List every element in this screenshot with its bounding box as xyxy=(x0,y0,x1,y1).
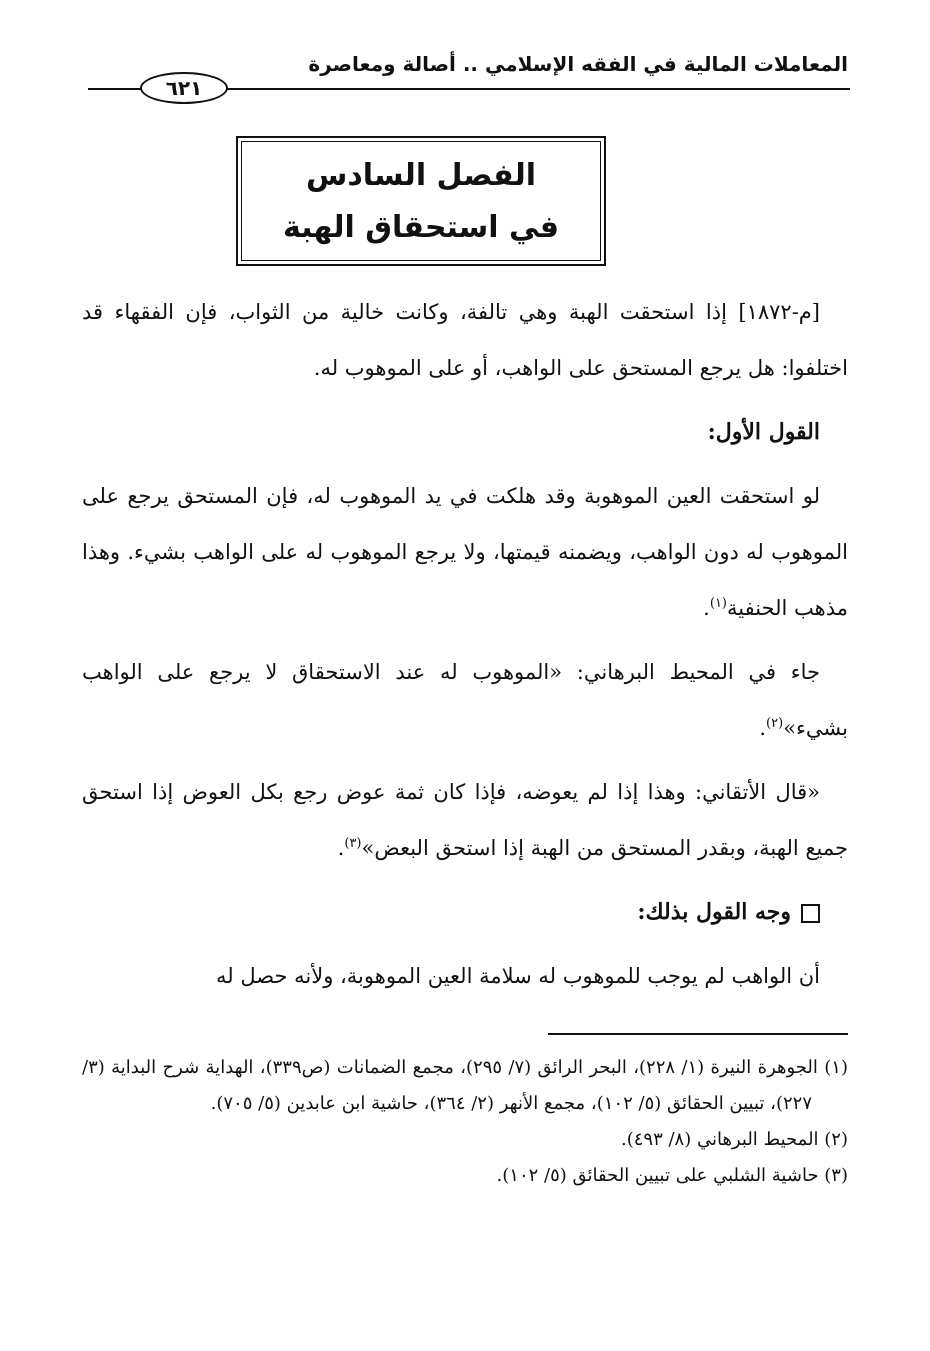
paragraph-quote-muhit xyxy=(82,644,848,756)
footnote-1: (١) الجوهرة النيرة (١/ ٢٢٨)، البحر الرائق (٧/ ٢٩٥)، مجمع الضمانات (ص٣٣٩)، الهداية شرح البداية (٣/ ٢٢٧)، تبيين الحقائق (٥/ ١٠٢)، مجمع الأنهر (٢/ ٣٦٤)، حاشية ابن عابدين (٥/ ٧٠٥). xyxy=(82,1057,848,1114)
running-header: المعاملات المالية في الفقه الإسلامي .. أصالة ومعاصرة xyxy=(308,52,848,76)
section-heading-rationale xyxy=(82,884,848,940)
paragraph-rationale-text: أن الواهب لم يوجب للموهوب له سلامة العين الموهوبة، ولأنه حصل له xyxy=(216,964,820,988)
footnote-2: (٢) المحيط البرهاني (٨/ ٤٩٣). xyxy=(620,1129,848,1150)
paragraph-quote-atqani xyxy=(82,764,848,876)
footnote-separator xyxy=(548,1033,848,1035)
paragraph-rationale xyxy=(82,948,848,1004)
paragraph-intro xyxy=(82,284,848,396)
footnote-ref-2[interactable]: (٢) xyxy=(766,716,784,731)
chapter-title: الفصل السادس xyxy=(305,158,537,193)
paragraph-first-opinion xyxy=(82,468,848,636)
footnote-ref-1[interactable]: (١) xyxy=(709,596,727,611)
page-number: ٦٢١ xyxy=(140,72,228,104)
paragraph-end-mark: . xyxy=(759,716,767,740)
footnote-3: (٣) حاشية الشلبي على تبيين الحقائق (٥/ ١٠٢). xyxy=(496,1165,848,1186)
footnote-ref-3[interactable]: (٣) xyxy=(344,836,362,851)
paragraph-quote-muhit-text: جاء في المحيط البرهاني: «الموهوب له عند الاستحقاق لا يرجع على الواهب بشيء» xyxy=(82,660,848,740)
paragraph-quote-atqani-text: «قال الأتقاني: وهذا إذا لم يعوضه، فإذا كان ثمة عوض رجع بكل العوض إذا استحق جميع الهبة، وبقدر المستحق من الهبة إذا استحق البعض» xyxy=(82,780,848,860)
square-outline-icon xyxy=(801,904,820,923)
footnotes xyxy=(82,1050,848,1194)
section-heading-first-opinion: القول الأول: xyxy=(707,419,820,445)
paragraph-first-opinion-text: لو استحقت العين الموهوبة وقد هلكت في يد الموهوب له، فإن المستحق يرجع على الموهوب له دون الواهب، ويضمنه قيمتها، ولا يرجع الموهوب له على الواهب بشيء. وهذا مذهب الحنفية xyxy=(82,484,848,620)
chapter-title-box xyxy=(236,136,606,266)
section-heading-rationale-text: وجه القول بذلك: xyxy=(637,899,791,925)
paragraph-end-mark: . xyxy=(703,596,710,620)
main-text xyxy=(82,284,848,1012)
paragraph-intro-text: [م-١٨٧٢] إذا استحقت الهبة وهي تالفة، وكانت خالية من الثواب، فإن الفقهاء قد اختلفوا: هل يرجع المستحق على الواهب، أو على الموهوب له. xyxy=(82,300,848,380)
chapter-subtitle: في استحقاق الهبة xyxy=(282,210,559,245)
paragraph-end-mark: . xyxy=(337,836,345,860)
